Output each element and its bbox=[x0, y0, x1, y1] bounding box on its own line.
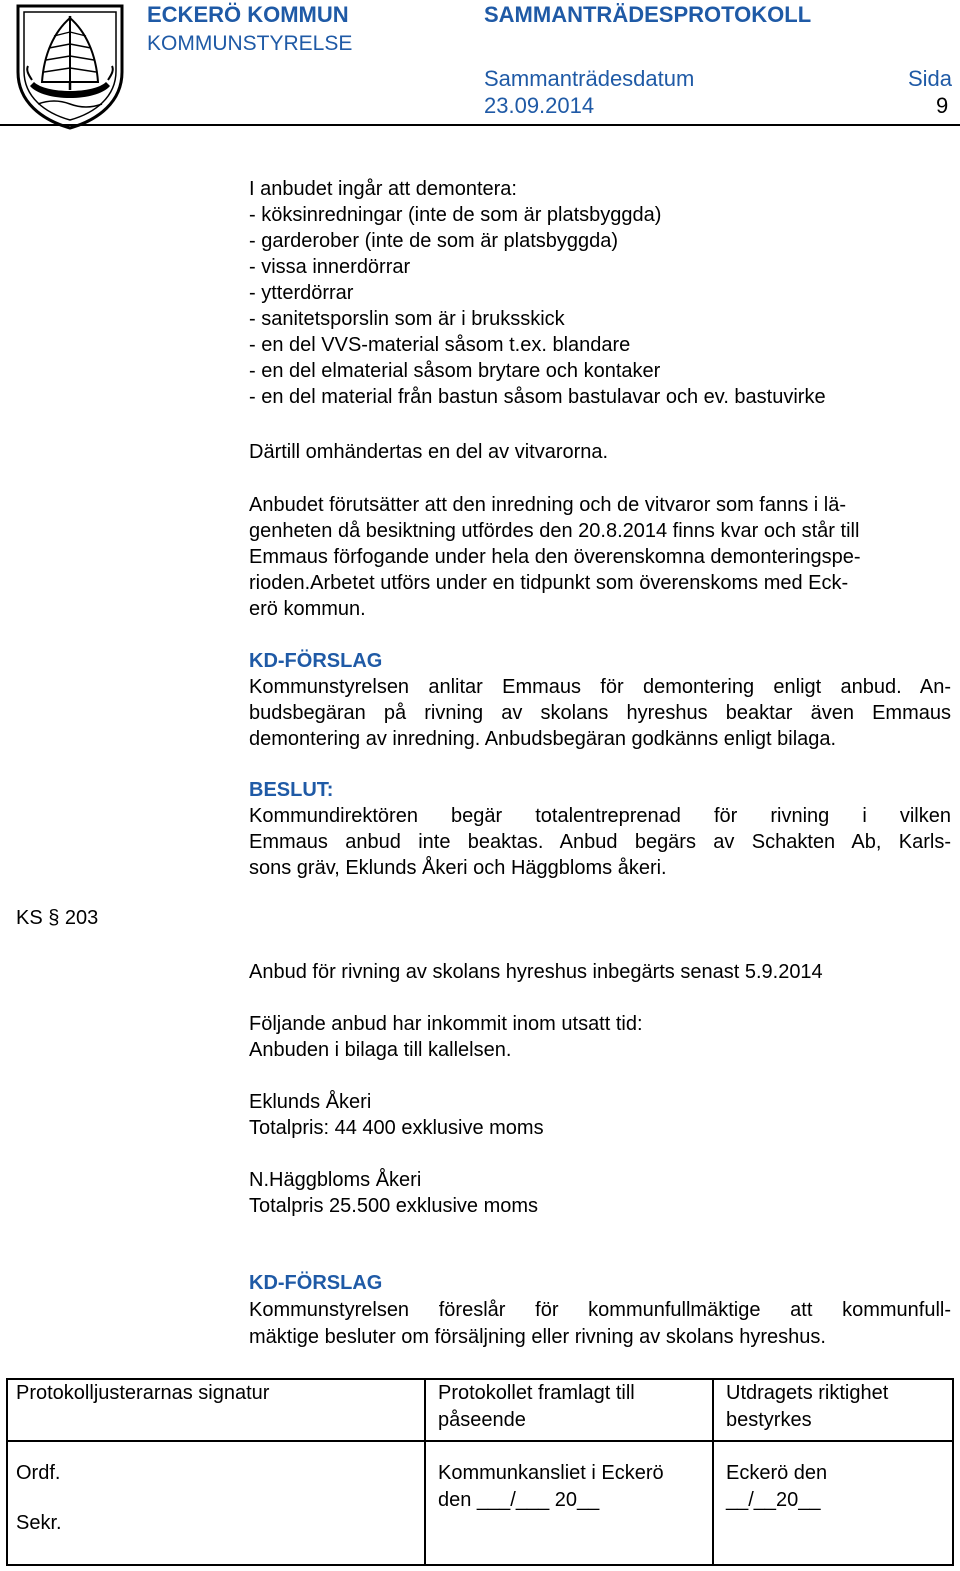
beslut-heading: BESLUT: bbox=[249, 779, 334, 801]
proposal-line: mäktige besluter om försäljning eller rivning av skolans hyreshus. bbox=[249, 1326, 826, 1348]
footer-sekr-label: Sekr. bbox=[16, 1512, 62, 1534]
paragraph-line: genheten då besiktning utfördes den 20.8.2014 finns kvar och står till bbox=[249, 520, 860, 542]
paragraph-line: Emmaus förfogande under hela den överenskomna demonteringspe- bbox=[249, 546, 861, 568]
footer-posted-place: Kommunkansliet i Eckerö bbox=[438, 1462, 664, 1484]
footer-posted-date: den ___/___ 20__ bbox=[438, 1489, 600, 1511]
list-item: - vissa innerdörrar bbox=[249, 256, 411, 278]
list-item: - en del material från bastun såsom bastulavar och ev. bastuvirke bbox=[249, 386, 826, 408]
kd-forslag-heading: KD-FÖRSLAG bbox=[249, 1272, 383, 1294]
coat-of-arms-logo bbox=[14, 2, 126, 130]
list-item: - ytterdörrar bbox=[249, 282, 354, 304]
page-number: 9 bbox=[936, 93, 949, 118]
paragraph: Därtill omhändertas en del av vitvarorna. bbox=[249, 441, 609, 463]
section-reference: KS § 203 bbox=[16, 907, 99, 929]
paragraph-line: Anbudet förutsätter att den inredning och de vitvaror som fanns i lä- bbox=[249, 494, 847, 516]
proposal-line: Kommunstyrelsen föreslår för kommunfullmäktige att kommunfull- bbox=[249, 1299, 951, 1321]
decision-line: Kommundirektören begär totalentreprenad för rivning i vilken bbox=[249, 805, 951, 827]
decision-line: Emmaus anbud inte beaktas. Anbud begärs av Schakten Ab, Karls- bbox=[249, 831, 951, 853]
footer-ordf-label: Ordf. bbox=[16, 1462, 61, 1484]
proposal-line: budsbegäran på rivning av skolans hyreshus beaktar även Emmaus bbox=[249, 702, 951, 724]
list-item: - garderober (inte de som är platsbyggda) bbox=[249, 230, 619, 252]
section-title: Anbud för rivning av skolans hyreshus inbegärts senast 5.9.2014 bbox=[249, 961, 823, 983]
board-name: KOMMUNSTYRELSE bbox=[147, 32, 353, 55]
footer-posted-title: påseende bbox=[438, 1409, 526, 1431]
meeting-date: 23.09.2014 bbox=[484, 93, 595, 118]
meeting-date-label: Sammanträdesdatum bbox=[484, 66, 695, 91]
footer-certified-title: Utdragets riktighet bbox=[726, 1382, 889, 1404]
bid-price: Totalpris: 44 400 exklusive moms bbox=[249, 1117, 544, 1139]
footer-divider-vertical bbox=[712, 1380, 714, 1566]
proposal-line: demontering av inredning. Anbudsbegäran godkänns enligt bilaga. bbox=[249, 728, 837, 750]
bidder-name: N.Häggbloms Åkeri bbox=[249, 1169, 422, 1191]
decision-line: sons gräv, Eklunds Åkeri och Häggbloms åkeri. bbox=[249, 857, 667, 879]
intro-line: I anbudet ingår att demontera: bbox=[249, 178, 517, 200]
footer-divider-vertical bbox=[424, 1380, 426, 1566]
proposal-line: Kommunstyrelsen anlitar Emmaus för demontering enligt anbud. An- bbox=[249, 676, 951, 698]
header-divider bbox=[0, 124, 960, 126]
list-item: - en del elmaterial såsom brytare och kontaker bbox=[249, 360, 661, 382]
paragraph-line: Anbuden i bilaga till kallelsen. bbox=[249, 1039, 512, 1061]
kd-forslag-heading: KD-FÖRSLAG bbox=[249, 650, 383, 672]
list-item: - en del VVS-material såsom t.ex. blandare bbox=[249, 334, 631, 356]
bid-price: Totalpris 25.500 exklusive moms bbox=[249, 1195, 539, 1217]
paragraph-line: erö kommun. bbox=[249, 598, 366, 620]
list-item: - sanitetsporslin som är i bruksskick bbox=[249, 308, 565, 330]
footer-divider-horizontal bbox=[8, 1440, 952, 1442]
document-type: SAMMANTRÄDESPROTOKOLL bbox=[484, 2, 812, 27]
footer-posted-title: Protokollet framlagt till bbox=[438, 1382, 635, 1404]
paragraph-line: rioden.Arbetet utförs under en tidpunkt som överenskoms med Eck- bbox=[249, 572, 849, 594]
bidder-name: Eklunds Åkeri bbox=[249, 1091, 372, 1113]
paragraph-line: Följande anbud har inkommit inom utsatt tid: bbox=[249, 1013, 643, 1035]
footer-certified-place: Eckerö den bbox=[726, 1462, 828, 1484]
footer-certified-date: __/__20__ bbox=[726, 1489, 821, 1511]
page-label: Sida bbox=[908, 66, 953, 91]
org-name: ECKERÖ KOMMUN bbox=[147, 2, 349, 27]
footer-signature-title: Protokolljusterarnas signatur bbox=[16, 1382, 270, 1404]
footer-certified-title: bestyrkes bbox=[726, 1409, 812, 1431]
list-item: - köksinredningar (inte de som är platsbyggda) bbox=[249, 204, 662, 226]
